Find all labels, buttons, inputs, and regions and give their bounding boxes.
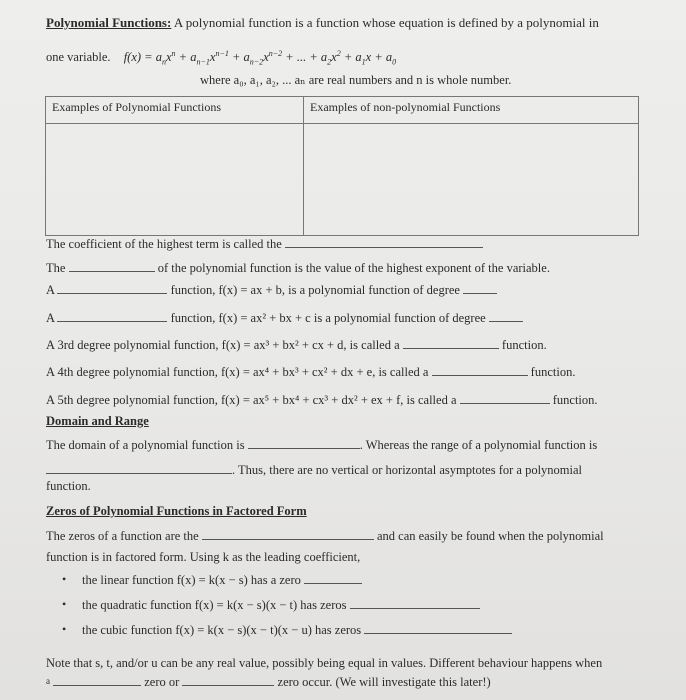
degree-the-text: The [46,261,66,275]
quadratic-name-blank[interactable] [57,310,167,322]
bullet-icon: • [62,622,67,636]
quartic-line [46,364,575,380]
polynomial-examples-cell[interactable] [46,124,304,236]
bullet-icon: • [62,597,67,611]
general-form-formula: $f(x) = a_nx^n + a_{n-1}x^{n-1} + a_{n-2}x^{n-2}$ + ... + $a_2x^2 + a_1x + a_0$ [123,49,397,67]
function-word: function. [46,479,91,493]
general-form-line [46,46,396,70]
zeros-blank[interactable] [202,528,374,540]
one-variable-text: one variable. [46,50,111,65]
cubic-zeros-text: the cubic function f(x) = k(x − s)(x − t)(x − u) has zeros [82,623,362,637]
domain-text: The domain of a polynomial function is [46,438,245,452]
linear-a-text: A [46,283,55,297]
cubic-zeros-blank[interactable] [364,622,512,634]
quadratic-zeros-blank[interactable] [350,597,480,609]
degree-line [46,260,550,276]
zeros-line [46,528,604,544]
cubic-function-word: function. [501,338,547,352]
quadratic-line [46,310,523,326]
linear-description: function, f(x) = ax + b, is a polynomial function of degree [170,283,460,297]
intro-line [46,15,599,30]
quadratic-a-text: A [46,311,55,325]
zero-or-text: zero or [144,675,180,689]
quartic-description: A 4th degree polynomial function, f(x) = ax⁴ + bx³ + cx² + dx + e, is called a [46,365,429,379]
degree-blank[interactable] [69,260,155,272]
quartic-function-word: function. [530,365,576,379]
linear-line [46,282,497,298]
table-header-polynomial: Examples of Polynomial Functions [46,97,304,124]
quintic-line [46,392,598,408]
cubic-zeros-line [82,622,512,638]
definition-text: A polynomial function is a function whose equation is defined by a polynomial in [173,15,599,30]
zero-occur-text: zero occur. (We will investigate this later!) [277,675,491,689]
quintic-function-word: function. [552,393,598,407]
cubic-name-blank[interactable] [403,337,499,349]
cubic-line [46,337,547,353]
quintic-description: A 5th degree polynomial function, f(x) = ax⁵ + bx⁴ + cx³ + dx² + ex + f, is called a [46,393,457,407]
domain-range-heading: Domain and Range [46,414,149,428]
domain-blank[interactable] [248,437,360,449]
linear-zero-blank[interactable] [304,572,362,584]
linear-zero-text: the linear function f(x) = k(x − s) has a zero [82,573,301,587]
degree-definition-text: of the polynomial function is the value of the highest exponent of the variable. [157,261,550,275]
page-title: Polynomial Functions: [46,15,172,30]
quadratic-degree-blank[interactable] [489,310,523,322]
zeros-definition-text: The zeros of a function are the [46,529,199,543]
linear-degree-blank[interactable] [463,282,497,294]
last-line [46,674,491,690]
linear-name-blank[interactable] [57,282,167,294]
quadratic-zeros-text: the quadratic function f(x) = k(x − s)(x − t) has zeros [82,598,347,612]
leading-coefficient-line [46,236,483,252]
examples-table [45,96,639,236]
zeros-heading: Zeros of Polynomial Functions in Factored Form [46,504,307,518]
quadratic-zeros-line [82,597,480,613]
table-header-non-polynomial: Examples of non-polynomial Functions [304,97,639,124]
factored-form-text: and can easily be found when the polynomial [376,529,604,543]
range-line [46,462,582,478]
leading-coefficient-blank[interactable] [285,236,483,248]
bullet-icon: • [62,572,67,586]
asymptote-text: . Thus, there are no vertical or horizontal asymptotes for a polynomial [232,463,583,477]
leading-coefficient-text: The coefficient of the highest term is called the [46,237,282,251]
non-polynomial-examples-cell[interactable] [304,124,639,236]
where-line: where a₀, a₁, a₂, ... aₙ are real numbers and n is whole number. [200,73,512,87]
range-blank[interactable] [46,462,232,474]
note-line: Note that s, t, and/or u can be any real value, possibly being equal in values. Different behaviour happens when [46,656,603,670]
quintic-name-blank[interactable] [460,392,550,404]
last-a-text: a [46,676,50,686]
cubic-description: A 3rd degree polynomial function, f(x) = ax³ + bx² + cx + d, is called a [46,338,400,352]
domain-line [46,437,597,453]
zero-type-blank-1[interactable] [53,674,141,686]
leading-coefficient-note: function is in factored form. Using k as the leading coefficient, [46,550,361,564]
quartic-name-blank[interactable] [432,364,528,376]
linear-zero-line [82,572,362,588]
range-text: . Whereas the range of a polynomial function is [359,438,598,452]
quadratic-description: function, f(x) = ax² + bx + c is a polynomial function of degree [170,311,486,325]
zero-type-blank-2[interactable] [182,674,274,686]
